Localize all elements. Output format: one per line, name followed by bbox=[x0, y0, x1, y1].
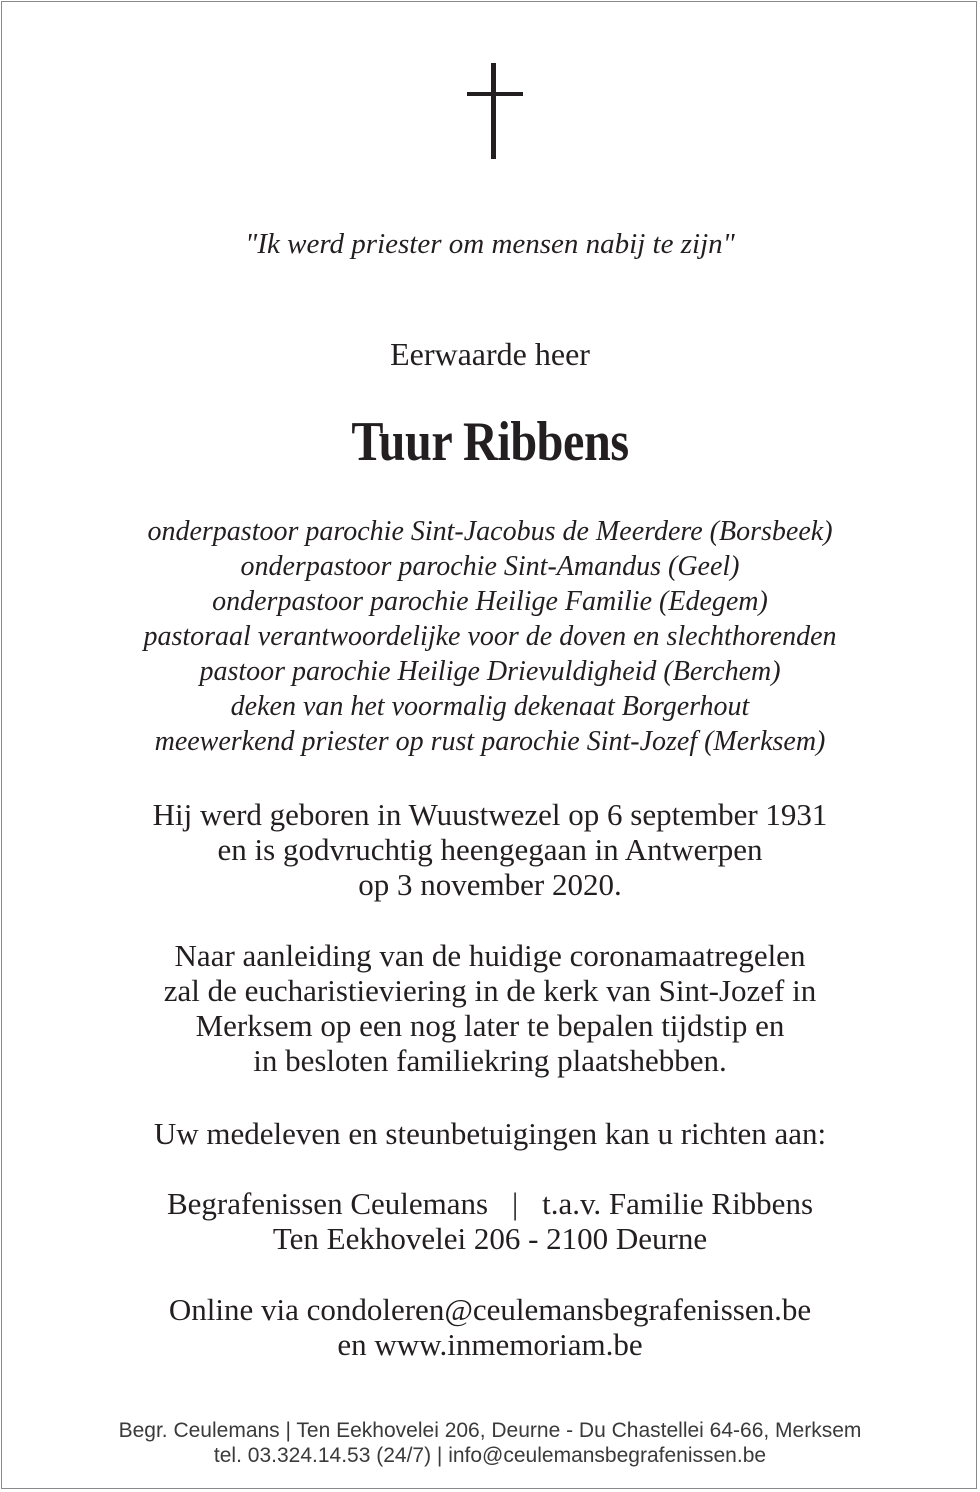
address-block bbox=[0, 1186, 980, 1256]
honorific: Eerwaarde heer bbox=[390, 336, 590, 372]
address-separator: | bbox=[511, 1186, 519, 1221]
footer-address-line: Begr. Ceulemans | Ten Eekhovelei 206, Deurne - Du Chastellei 64-66, Merksem bbox=[118, 1419, 862, 1442]
birth-line: Hij werd geboren in Wuustwezel op 6 september 1931 bbox=[152, 797, 828, 832]
role-line: onderpastoor parochie Heilige Familie (Edegem) bbox=[212, 586, 768, 617]
cross-vertical-bar bbox=[491, 63, 496, 159]
service-line: Merksem op een nog later te bepalen tijdstip en bbox=[195, 1008, 785, 1043]
role-line: onderpastoor parochie Sint-Amandus (Geel) bbox=[240, 551, 740, 582]
quote: "Ik werd priester om mensen nabij te zijn" bbox=[245, 228, 735, 260]
online-website-line[interactable]: en www.inmemoriam.be bbox=[337, 1327, 643, 1362]
role-line: pastoraal verantwoordelijke voor de doven en slechthorenden bbox=[143, 621, 837, 652]
service-line: in besloten familiekring plaatshebben. bbox=[253, 1043, 727, 1078]
role-line: pastoor parochie Heilige Drievuldigheid (Berchem) bbox=[199, 656, 781, 687]
street-address: Ten Eekhovelei 206 - 2100 Deurne bbox=[272, 1221, 708, 1256]
birth-line: en is godvruchtig heengegaan in Antwerpen bbox=[217, 832, 763, 867]
cross-horizontal-bar bbox=[467, 92, 523, 96]
birth-death-paragraph bbox=[0, 797, 980, 902]
condolences-line: Uw medeleven en steunbetuigingen kan u richten aan: bbox=[153, 1116, 827, 1151]
roles-list bbox=[0, 514, 980, 759]
birth-line: op 3 november 2020. bbox=[358, 867, 622, 902]
deceased-name: Tuur Ribbens bbox=[351, 411, 629, 473]
footer bbox=[0, 1418, 980, 1468]
service-line: Naar aanleiding van de huidige coronamaatregelen bbox=[174, 938, 806, 973]
online-email-line[interactable]: Online via condoleren@ceulemansbegrafenissen.be bbox=[168, 1292, 812, 1327]
address-line-1 bbox=[0, 1186, 980, 1221]
condolences-intro bbox=[0, 1116, 980, 1151]
attention-line: t.a.v. Familie Ribbens bbox=[542, 1186, 814, 1221]
role-line: meewerkend priester op rust parochie Sint-Jozef (Merksem) bbox=[154, 726, 826, 757]
role-line: deken van het voormalig dekenaat Borgerhout bbox=[230, 691, 750, 722]
role-line: onderpastoor parochie Sint-Jacobus de Meerdere (Borsbeek) bbox=[147, 516, 833, 547]
footer-contact-line: tel. 03.324.14.53 (24/7) | info@ceulemansbegrafenissen.be bbox=[213, 1444, 767, 1467]
cross-icon bbox=[465, 63, 525, 159]
funeral-home-name: Begrafenissen Ceulemans bbox=[166, 1186, 489, 1221]
service-paragraph bbox=[0, 938, 980, 1078]
service-line: zal de eucharistieviering in de kerk van Sint-Jozef in bbox=[163, 973, 817, 1008]
online-block bbox=[0, 1292, 980, 1362]
